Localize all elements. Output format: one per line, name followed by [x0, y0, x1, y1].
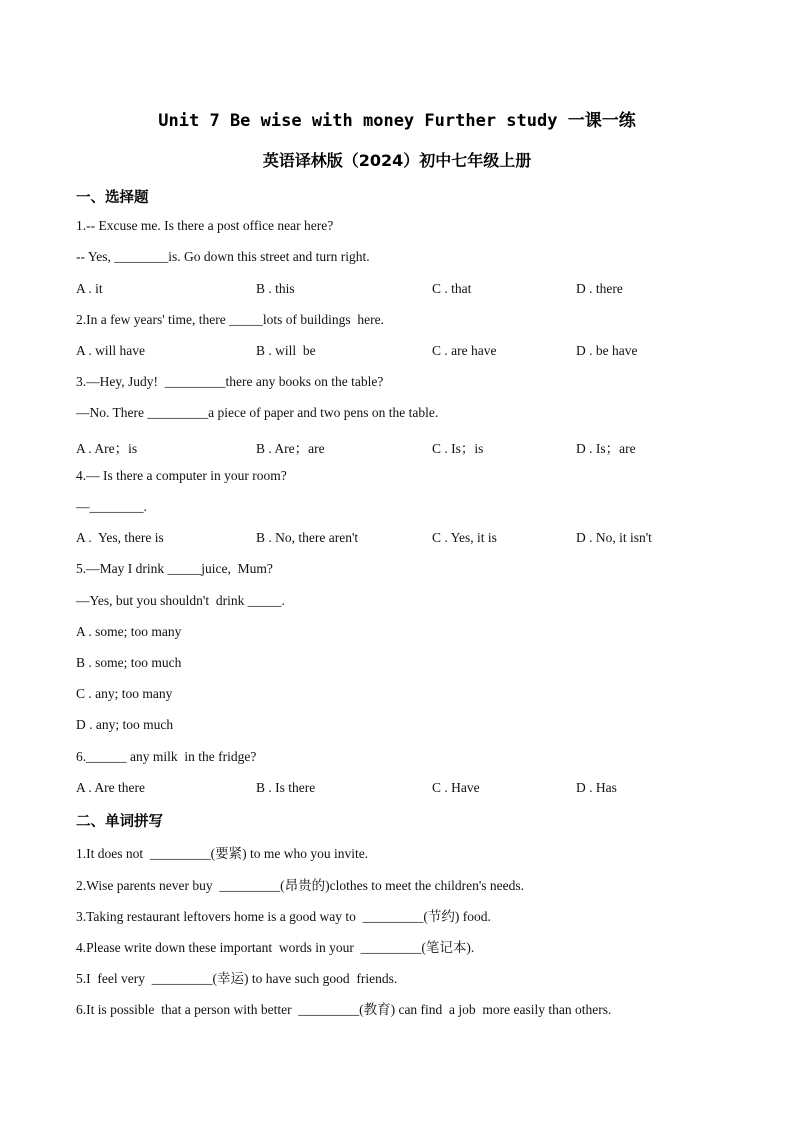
spelling-item-6: 6.It is possible that a person with better _________(教育) can find a job more easily than others.: [76, 1002, 612, 1017]
question-4-option-d: D . No, it isn't: [576, 530, 652, 545]
question-3-line-1: 3.—Hey, Judy! _________there any books on the table?: [76, 374, 384, 389]
question-6-option-b: B . Is there: [256, 780, 316, 795]
question-6-option-d: D . Has: [576, 780, 617, 795]
section-heading-spelling: 二、单词拼写: [76, 814, 163, 830]
spelling-item-3: 3.Taking restaurant leftovers home is a good way to _________(节约) food.: [76, 909, 491, 924]
question-4-option-a: A . Yes, there is: [76, 530, 164, 545]
page-title: Unit 7 Be wise with money Further study 一课一练: [158, 111, 636, 131]
page-subtitle: 英语译林版（2024）初中七年级上册: [262, 151, 532, 170]
question-3-line-2: —No. There _________a piece of paper and two pens on the table.: [76, 405, 439, 420]
question-1-option-c: C . that: [432, 281, 472, 296]
question-5-line-2: —Yes, but you shouldn't drink _____.: [76, 593, 285, 608]
question-5-option-b: B . some; too much: [76, 655, 182, 670]
question-3-option-b: B . Are；are: [256, 441, 325, 456]
spelling-item-1: 1.It does not _________(要紧) to me who you invite.: [76, 846, 369, 861]
question-1-option-b: B . this: [256, 281, 295, 296]
question-2-option-a: A . will have: [76, 343, 145, 358]
question-2-option-d: D . be have: [576, 343, 638, 358]
spelling-item-4: 4.Please write down these important words in your _________(笔记本).: [76, 940, 475, 955]
question-2-line-1: 2.In a few years' time, there _____lots of buildings here.: [76, 312, 384, 327]
section-heading-choice: 一、选择题: [76, 190, 149, 206]
question-5-option-a: A . some; too many: [76, 624, 182, 639]
question-1-option-a: A . it: [76, 281, 103, 296]
question-5-option-c: C . any; too many: [76, 686, 173, 701]
question-4-option-b: B . No, there aren't: [256, 530, 359, 545]
question-5-line-1: 5.—May I drink _____juice, Mum?: [76, 561, 273, 576]
question-4-line-2: —________.: [76, 499, 147, 514]
question-6-option-c: C . Have: [432, 780, 480, 795]
question-4-option-c: C . Yes, it is: [432, 530, 497, 545]
question-3-option-d: D . Is；are: [576, 441, 636, 456]
question-6-line-1: 6.______ any milk in the fridge?: [76, 749, 257, 764]
question-4-line-1: 4.— Is there a computer in your room?: [76, 468, 287, 483]
question-1-line-2: -- Yes, ________is. Go down this street and turn right.: [76, 249, 370, 264]
spelling-item-2: 2.Wise parents never buy _________(昂贵的)clothes to meet the children's needs.: [76, 878, 525, 893]
question-5-option-d: D . any; too much: [76, 717, 174, 732]
question-2-option-c: C . are have: [432, 343, 497, 358]
question-1-line-1: 1.-- Excuse me. Is there a post office near here?: [76, 218, 334, 233]
question-3-option-c: C . Is；is: [432, 441, 484, 456]
question-3-option-a: A . Are；is: [76, 441, 138, 456]
question-6-option-a: A . Are there: [76, 780, 145, 795]
question-2-option-b: B . will be: [256, 343, 316, 358]
spelling-item-5: 5.I feel very _________(幸运) to have such good friends.: [76, 971, 398, 986]
question-1-option-d: D . there: [576, 281, 623, 296]
